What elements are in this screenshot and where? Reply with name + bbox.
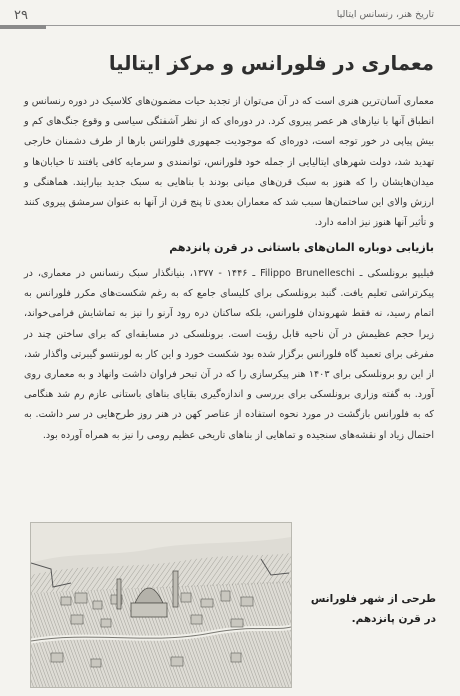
florence-engraving-figure	[30, 522, 292, 688]
brunelleschi-paragraph: فیلیپو برونلسکی ـ Filippo Brunelleschi ـ ۱۴۴۶ - ۱۳۷۷، بنیانگذار سبک رنسانس در معماری، در پیکرتراشی تعلیم یافت. گنبد برونلسکی برای کلیسای جامع که به رغم شکست‌های مکرر فلورانس به اتمام رسید، نه فقط شهروندان فلورانس، بلکه ساکنان دره رود آرنو را نیز به تماشایش فرامی‌خواند، زیرا حجم عظیمش در آن ناحیه قابل رؤیت است. برونلسکی در مسابقه‌ای که برای ساختن چند در مفرغی برای تعمید گاه فلورانس برگزار شده بود شکست خورد و این کار به لورنتسو گیبرتی واگذار شد، از این رو برونلسکی برای ۱۴۰۳ هنر پیکرسازی را که در آن تبحر فراوان داشت وانهاد و به معماری روی آورد. به گفته وزاری برونلسکی برای بررسی و اندازه‌گیری بقایای بناهای باستانی عازم رم شد هنگامی که به فلورانس بازگشت در مورد نحوه استفاده از عناصر کهن در هنر روز طرح‌هایی در سر داشت. به احتمال زیاد او نقشه‌های سنجیده و تماهایی از بناهای تاریخی عظیم رومی را نیز به همراه آورده بود.	[24, 268, 434, 441]
intro-paragraph: معماری آسان‌ترین هنری است که در آن می‌توان از تجدید حیات مضمون‌های کلاسیک در دوره رنسانس و انطباق آنها با نیازهای هر عصر پیروی کرد. در دوره‌ای که از نظر آشفتگی سیاسی و وقوع جنگ‌های کم و بیش پیاپی در خور توجه است، دوره‌ای که موجودیت جمهوری فلورانس بارها از طرف دشمنان خارجی تهدید شد، دولت شهرهای ایتالیایی از جمله خود فلورانس، توانمندی و سرمایه کافی یافتند تا خیابان‌ها و میدان‌هایشان را که هنوز به سبک قرن‌های میانی بودند با بناهایی به سبک جدید بیارایند. هماهنگی و ارزش والای این ساختمان‌ها سبب شد که معماران بعدی تا پنج قرن از آنها به عنوان سرمشق پیروی کنند و تأثیر آنها هنوز نیز ادامه دارد.	[24, 96, 434, 229]
header-rule-tab	[0, 25, 46, 29]
running-title: تاریخ هنر، رنسانس ایتالیا	[336, 9, 434, 20]
section-subheading: بازیابی دوباره المان‌های باستانی در قرن پانزدهم	[169, 241, 434, 254]
page-title: معماری در فلورانس و مرکز ایتالیا	[108, 52, 434, 75]
florence-engraving-illustration	[31, 523, 291, 687]
page-number: ۲۹	[14, 8, 28, 23]
figure-caption: طرحی از شهر فلورانس در قرن پانزدهم.	[310, 593, 436, 625]
header-rule	[0, 25, 460, 26]
